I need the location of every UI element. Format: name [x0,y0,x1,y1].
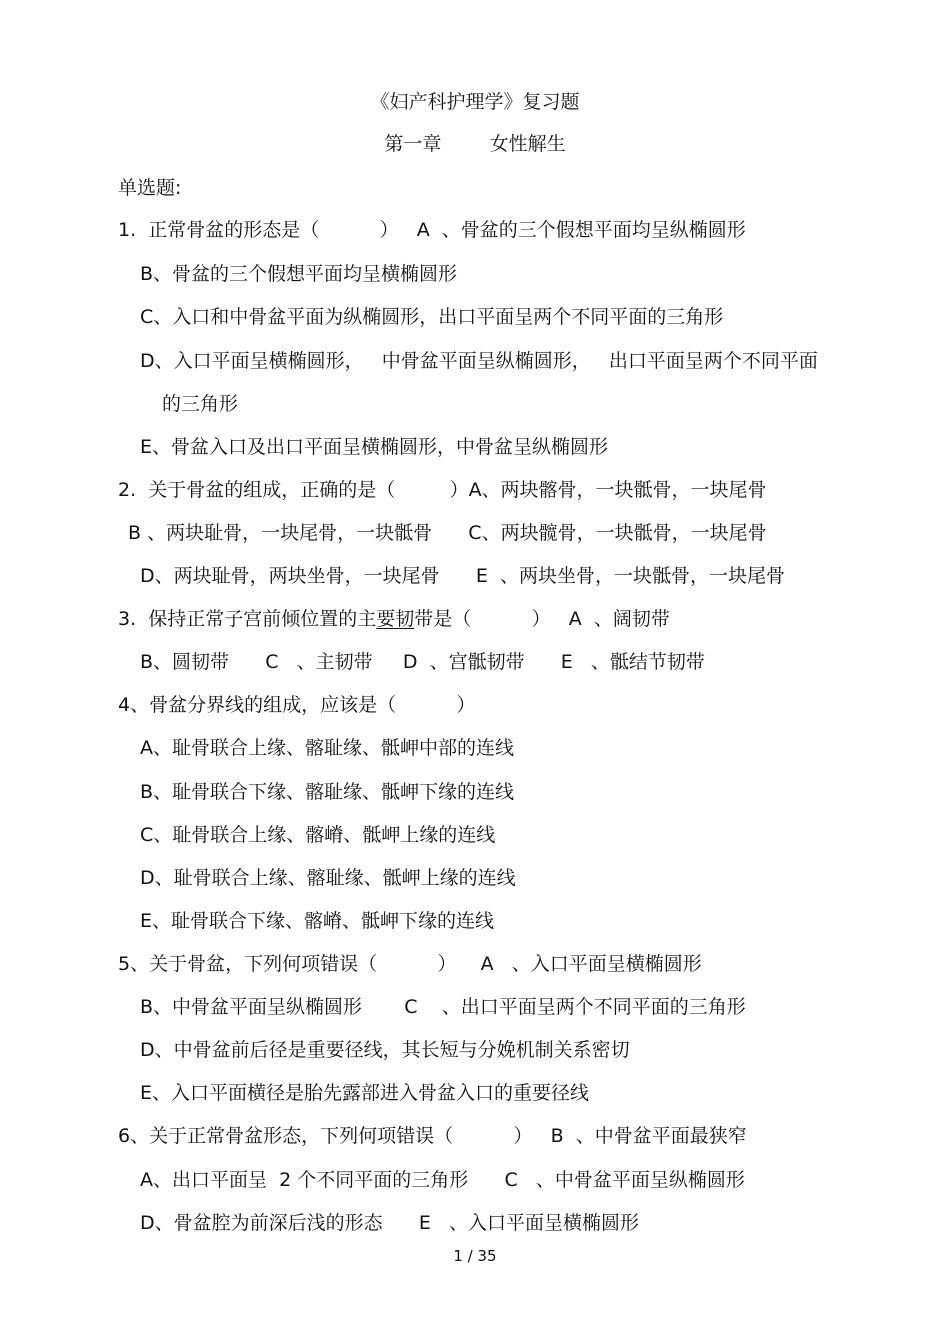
question-3 [118,607,670,631]
option-line: C、耻骨联合上缘、髂嵴、骶岬上缘的连线 [140,824,496,846]
option-line: B、骨盆的三个假想平面均呈横椭圆形 [140,263,458,285]
question-6: 6、关于正常骨盆形态，下列何项错误（ ） B 、中骨盆平面最狭窄 [118,1125,747,1147]
option-line: D、入口平面呈横椭圆形， 中骨盆平面呈纵椭圆形， 出口平面呈两个不同平面 [140,350,818,372]
option-line: B、耻骨联合下缘、髂耻缘、骶岬下缘的连线 [140,781,515,803]
option-line: D、耻骨联合上缘、髂耻缘、骶岬上缘的连线 [140,867,516,889]
option-line: D、中骨盆前后径是重要径线，其长短与分娩机制关系密切 [140,1039,630,1061]
page-number: 1 / 35 [453,1247,497,1265]
option-line: E、入口平面横径是胎先露部进入骨盆入口的重要径线 [140,1082,590,1104]
question-1: 1. 正常骨盆的形态是（ ） A 、骨盆的三个假想平面均呈纵椭圆形 [118,219,746,241]
chapter-heading: 第一章 女性解生 [384,133,566,155]
option-line: D、骨盆腔为前深后浅的形态 E 、入口平面呈横椭圆形 [140,1212,639,1234]
underlined-text: 要韧 [376,608,415,630]
option-line: A、出口平面呈 2 个不同平面的三角形 C 、中骨盆平面呈纵椭圆形 [140,1169,745,1191]
option-continuation: 的三角形 [162,393,239,415]
option-line: C、入口和中骨盆平面为纵椭圆形，出口平面呈两个不同平面的三角形 [140,306,724,328]
doc-title: 《妇产科护理学》复习题 [370,91,580,113]
option-line: E、骨盆入口及出口平面呈横椭圆形，中骨盆呈纵椭圆形 [140,436,609,458]
question-3-part: 带是（ ） A 、阔韧带 [414,608,670,630]
question-5: 5、关于骨盆，下列何项错误（ ） A 、入口平面呈横椭圆形 [118,953,702,975]
option-line: E、耻骨联合下缘、髂嵴、骶岬下缘的连线 [140,910,495,932]
section-label: 单选题: [118,177,182,199]
question-4: 4、骨盆分界线的组成，应该是（ ） [118,694,476,716]
question-2: 2. 关于骨盆的组成，正确的是（ ）A、两块髂骨，一块骶骨，一块尾骨 [118,479,767,501]
option-line: B、圆韧带 C 、主韧带 D 、宫骶韧带 E 、骶结节韧带 [140,651,705,673]
question-3-part: 3. 保持正常子宫前倾位置的主 [118,608,377,630]
option-line: A、耻骨联合上缘、髂耻缘、骶岬中部的连线 [140,737,514,759]
option-line: B、中骨盆平面呈纵椭圆形 C 、出口平面呈两个不同平面的三角形 [140,996,746,1018]
option-line: B 、两块耻骨，一块尾骨，一块骶骨 C、两块髋骨，一块骶骨，一块尾骨 [128,522,767,544]
option-line: D、两块耻骨，两块坐骨，一块尾骨 E 、两块坐骨，一块骶骨，一块尾骨 [140,565,785,587]
